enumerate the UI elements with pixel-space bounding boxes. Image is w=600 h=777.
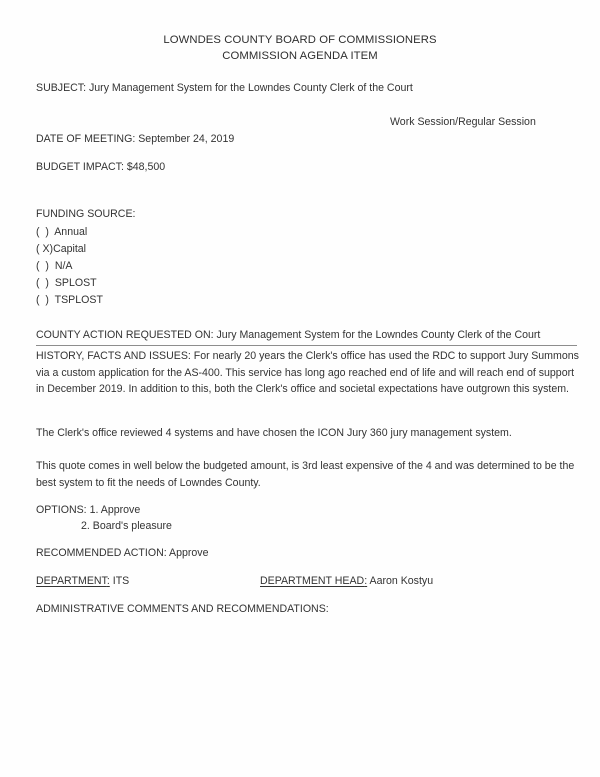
funding-option-capital[interactable]: ( X)Capital [36, 242, 87, 255]
department-head-line [260, 573, 433, 590]
budget-impact-label: BUDGET IMPACT: [36, 161, 124, 173]
header-line-1: LOWNDES COUNTY BOARD OF COMMISSIONERS [163, 34, 437, 46]
department-line [36, 573, 129, 590]
header-line-2: COMMISSION AGENDA ITEM [222, 49, 378, 62]
department-head-label: DEPARTMENT HEAD: [260, 575, 368, 587]
subject-text: SUBJECT: Jury Management System for the Lowndes County Clerk of the Court [36, 82, 413, 94]
county-action-line [36, 327, 540, 344]
department-label: DEPARTMENT: [36, 575, 110, 587]
funding-option-na[interactable]: ( ) N/A [36, 259, 73, 272]
subject-line [36, 80, 413, 97]
budget-impact-line [36, 159, 165, 176]
county-action-text: COUNTY ACTION REQUESTED ON: Jury Management System for the Lowndes County Clerk of the Court [36, 329, 541, 341]
options-line-1: OPTIONS: 1. Approve [36, 504, 141, 516]
document-header [0, 33, 600, 64]
history-paragraph-3: This quote comes in well below the budgeted amount, is 3rd least expensive of the 4 and was determined to be the best system to fit the needs of Lowndes County. [36, 460, 575, 489]
funding-option-tsplost[interactable]: ( ) TSPLOST [36, 293, 103, 306]
funding-option-splost[interactable]: ( ) SPLOST [36, 276, 97, 289]
session-type: Work Session/Regular Session [390, 116, 536, 128]
recommended-action-line [36, 545, 209, 562]
options-item-2: 2. Board's pleasure [81, 520, 172, 532]
section-divider [36, 345, 577, 346]
date-of-meeting-line [36, 131, 234, 148]
funding-source-options [36, 224, 103, 309]
recommended-action-value: Approve [169, 547, 209, 559]
department-value: ITS [112, 575, 130, 587]
funding-option-annual[interactable]: ( ) Annual [36, 226, 88, 238]
history-paragraph-1: HISTORY, FACTS AND ISSUES: For nearly 20 years the Clerk's office has used the RDC to support Jury Summons via a custom application for the AS-400. This service has long ago reached end of life and will reach end of support in December 2019. In addition to this, both the Clerk's office and societal expectations have outgrown this system. [36, 350, 579, 396]
administrative-comments-label: ADMINISTRATIVE COMMENTS AND RECOMMENDATIONS: [36, 603, 329, 615]
funding-source-label: FUNDING SOURCE: [36, 208, 136, 220]
date-of-meeting-value: September 24, 2019 [138, 133, 235, 145]
budget-impact-value: $48,500 [126, 161, 166, 173]
date-of-meeting-label: DATE OF MEETING: [36, 133, 136, 145]
recommended-action-label: RECOMMENDED ACTION: [36, 547, 167, 559]
history-paragraph-2: The Clerk's office reviewed 4 systems and have chosen the ICON Jury 360 jury management system. [36, 427, 512, 439]
department-head-value: Aaron Kostyu [369, 575, 434, 587]
